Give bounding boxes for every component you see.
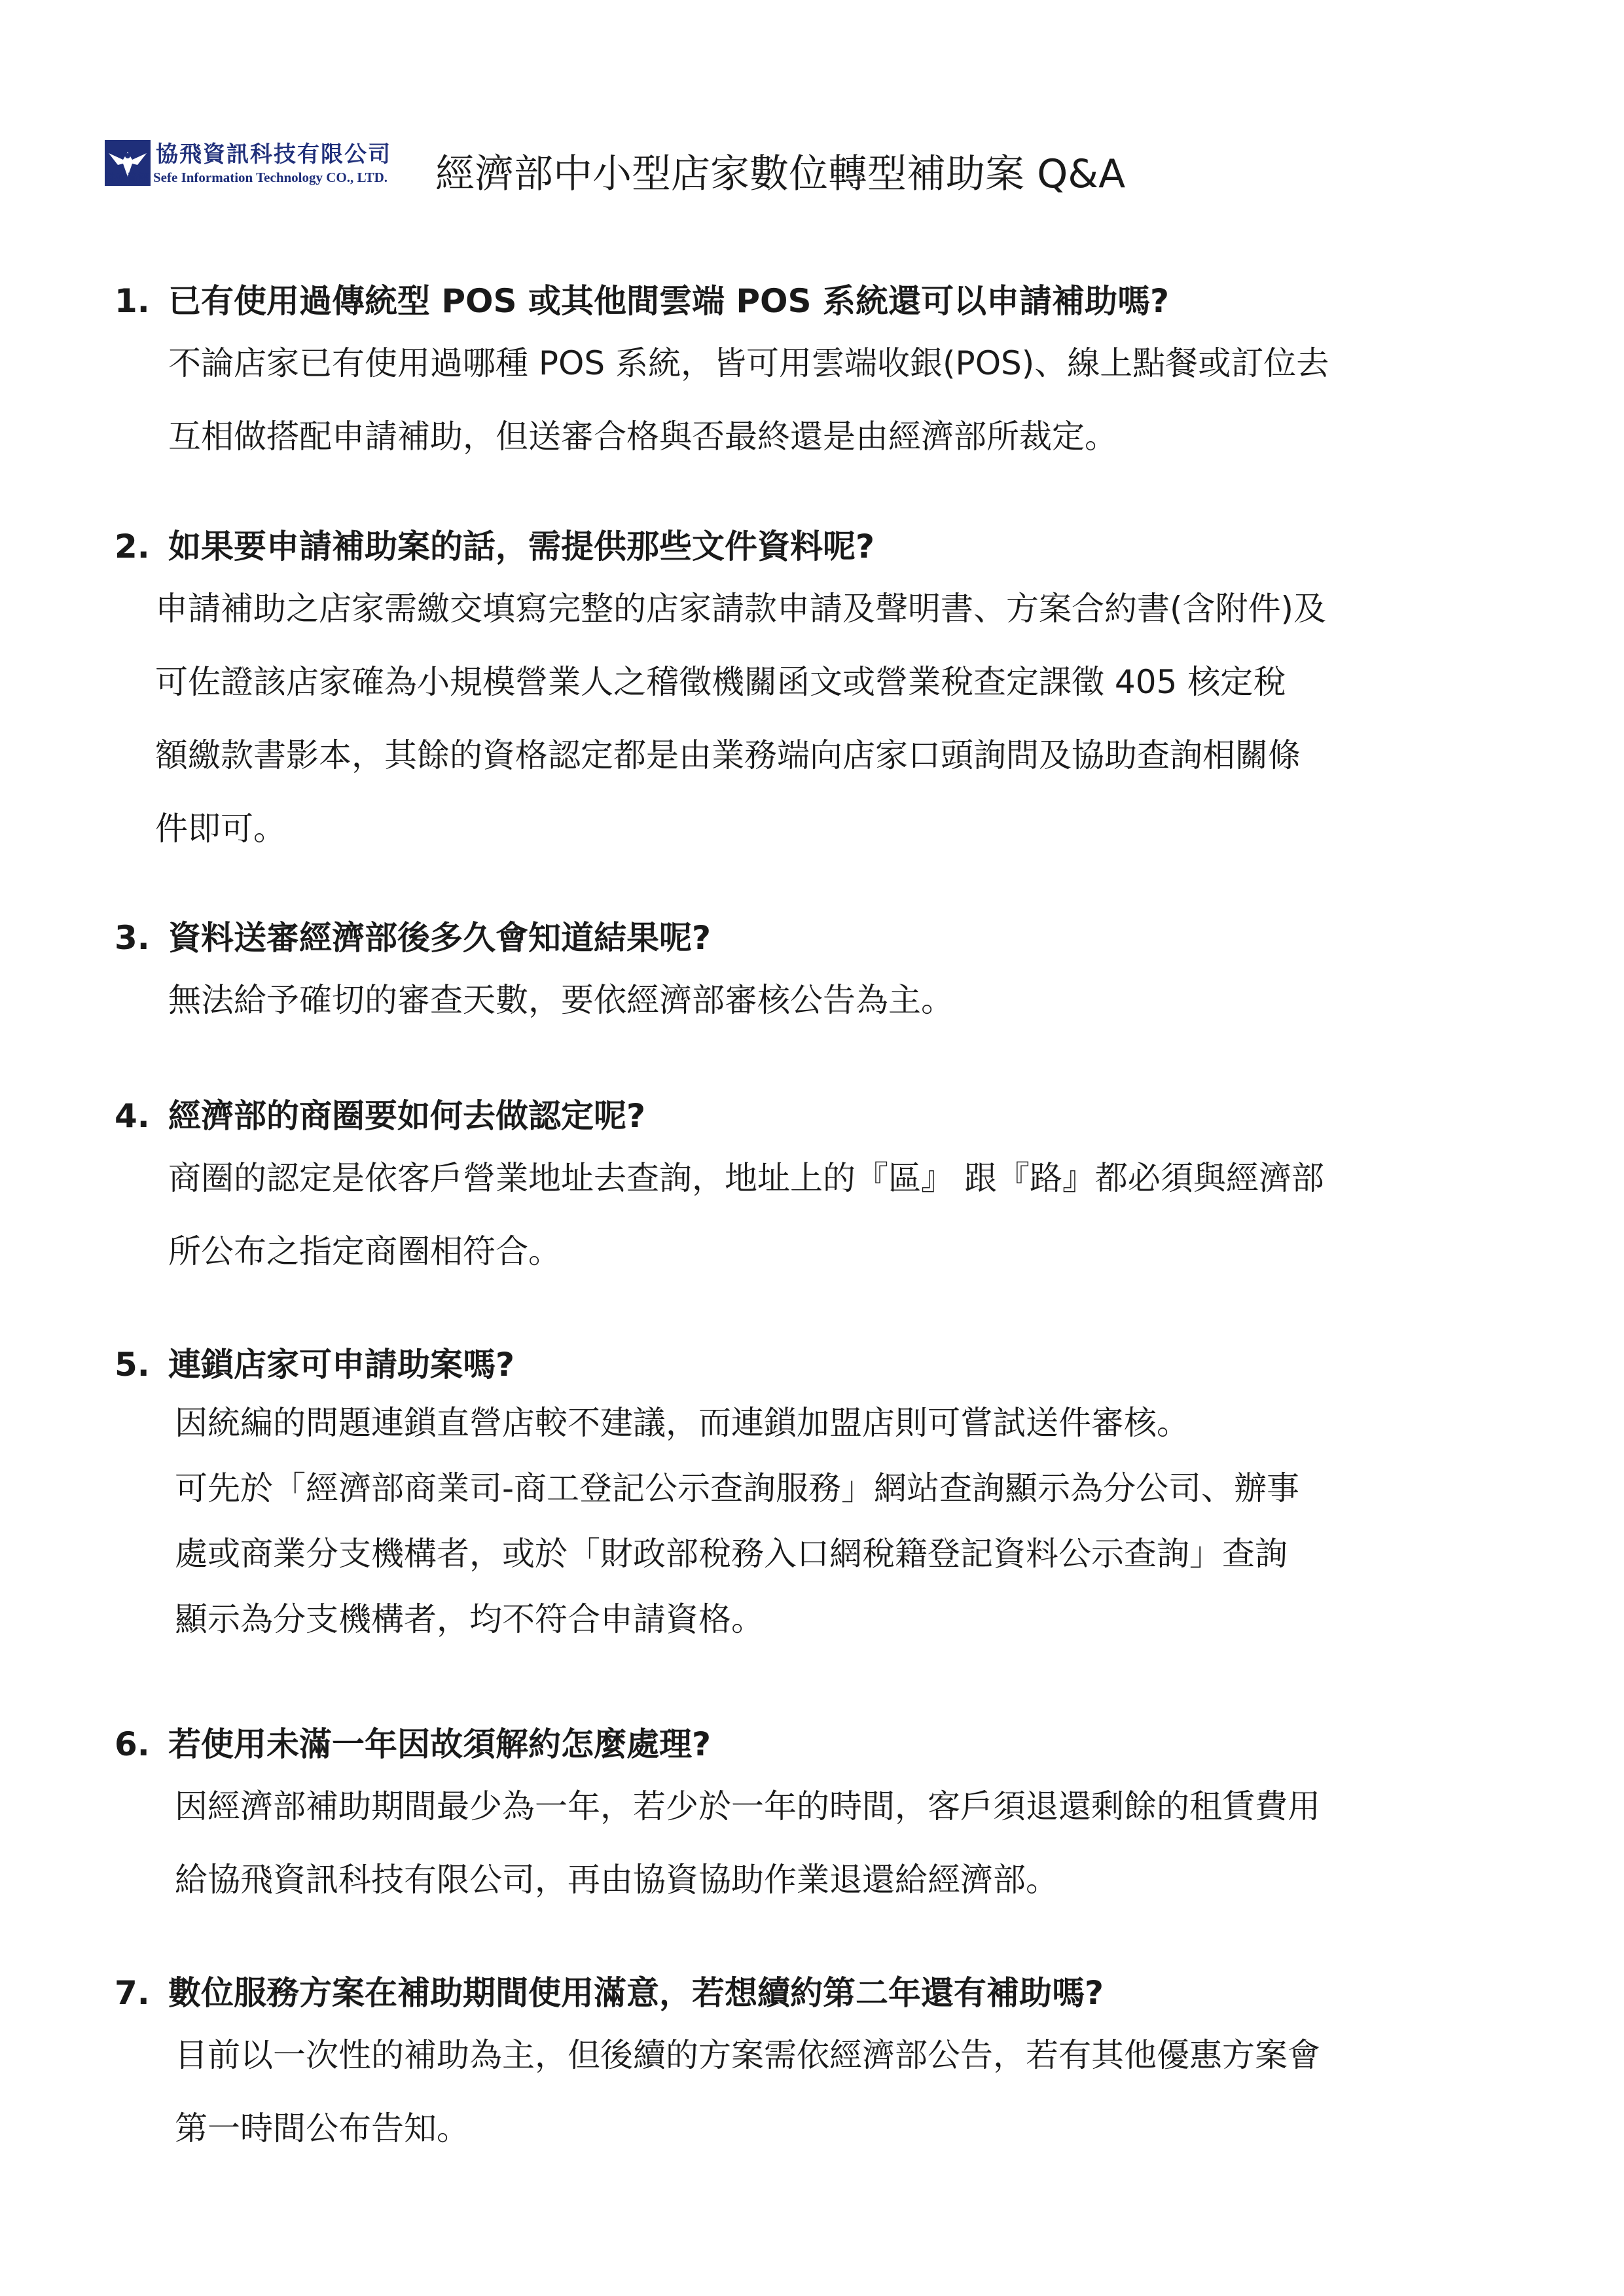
question [115, 1093, 1528, 1139]
page-header [105, 131, 1545, 203]
answer-line: 目前以一次性的補助為主，但後續的方案需依經濟部公告，若有其他優惠方案會 [175, 2036, 1320, 2074]
qa-item-5 [115, 1342, 1528, 1652]
question-text: 資料送審經濟部後多久會知道結果呢? [168, 919, 712, 957]
question-number: 4. [115, 1097, 150, 1135]
answer-line: 件即可。 [155, 810, 286, 848]
document-title: 經濟部中小型店家數位轉型補助案 Q&A [435, 151, 1126, 197]
question-text: 數位服務方案在補助期間使用滿意，若想續約第二年還有補助嗎? [168, 1974, 1104, 2012]
question-text: 連鎖店家可申請助案嗎? [168, 1346, 515, 1384]
question-number: 5. [115, 1346, 150, 1384]
question-text: 經濟部的商圈要如何去做認定呢? [168, 1097, 646, 1135]
question [115, 1342, 1528, 1388]
qa-item-2 [115, 524, 1528, 865]
logo-english-row [105, 169, 388, 186]
question-number: 2. [115, 528, 150, 565]
question-number: 7. [115, 1974, 150, 2012]
answer-line: 互相做搭配申請補助，但送審合格與否最終還是由經濟部所裁定。 [168, 418, 1117, 456]
question-text: 如果要申請補助案的話，需提供那些文件資料呢? [168, 528, 875, 565]
answer-line: 無法給予確切的審查天數，要依經濟部審核公告為主。 [168, 981, 954, 1019]
answer [115, 1141, 1528, 1288]
answer-line: 可佐證該店家確為小規模營業人之稽徵機關函文或營業稅查定課徵 405 核定稅 [155, 663, 1286, 701]
answer-line: 可先於「經濟部商業司-商工登記公示查詢服務」網站查詢顯示為分公司、辦事 [175, 1469, 1300, 1507]
answer-line: 第一時間公布告知。 [175, 2109, 469, 2147]
question [115, 915, 1528, 961]
question-number: 3. [115, 919, 150, 957]
question-number: 1. [115, 282, 150, 320]
answer [115, 2018, 1528, 2165]
question-number: 6. [115, 1725, 150, 1763]
answer [115, 572, 1528, 865]
question [115, 524, 1528, 569]
answer [115, 327, 1528, 473]
qa-item-4 [115, 1093, 1528, 1288]
question-text: 已有使用過傳統型 POS 或其他間雲端 POS 系統還可以申請補助嗎? [168, 282, 1169, 320]
answer-line: 因統編的問題連鎖直營店較不建議，而連鎖加盟店則可嘗試送件審核。 [175, 1404, 1189, 1442]
answer-line: 申請補助之店家需繳交填寫完整的店家請款申請及聲明書、方案合約書(含附件)及 [155, 590, 1327, 628]
answer-line: 商圈的認定是依客戶營業地址去查詢，地址上的『區』 跟『路』都必須與經濟部 [168, 1159, 1324, 1197]
qa-item-1 [115, 278, 1528, 473]
answer-line: 因經濟部補助期間最少為一年，若少於一年的時間，客戶須退還剩餘的租賃費用 [175, 1787, 1320, 1825]
answer [115, 1770, 1528, 1916]
answer-line: 額繳款書影本，其餘的資格認定都是由業務端向店家口頭詢問及協助查詢相關條 [155, 736, 1301, 774]
logo-chinese-name: 協飛資訊科技有限公司 [156, 141, 391, 168]
answer-line: 所公布之指定商圈相符合。 [168, 1232, 561, 1270]
question [115, 1970, 1528, 2016]
answer [115, 963, 1528, 1037]
answer-line: 給協飛資訊科技有限公司，再由協資協助作業退還給經濟部。 [175, 1861, 1058, 1899]
question-text: 若使用未滿一年因故須解約怎麼處理? [168, 1725, 712, 1763]
question [115, 1721, 1528, 1767]
qa-item-3 [115, 915, 1528, 1037]
logo-short-name: 協飛資訊 [105, 172, 149, 185]
answer-line: 不論店家已有使用過哪種 POS 系統，皆可用雲端收銀(POS)、線上點餐或訂位去 [168, 344, 1329, 382]
logo-english-name: Sefe Information Technology CO., LTD. [153, 170, 388, 185]
qa-item-7 [115, 1970, 1528, 2165]
question [115, 278, 1528, 324]
answer-line: 顯示為分支機構者，均不符合申請資格。 [175, 1600, 764, 1638]
company-logo [105, 136, 406, 195]
answer-line: 處或商業分支機構者，或於「財政部稅務入口網稅籍登記資料公示查詢」查詢 [175, 1535, 1288, 1573]
answer [115, 1390, 1528, 1652]
qa-item-6 [115, 1721, 1528, 1916]
